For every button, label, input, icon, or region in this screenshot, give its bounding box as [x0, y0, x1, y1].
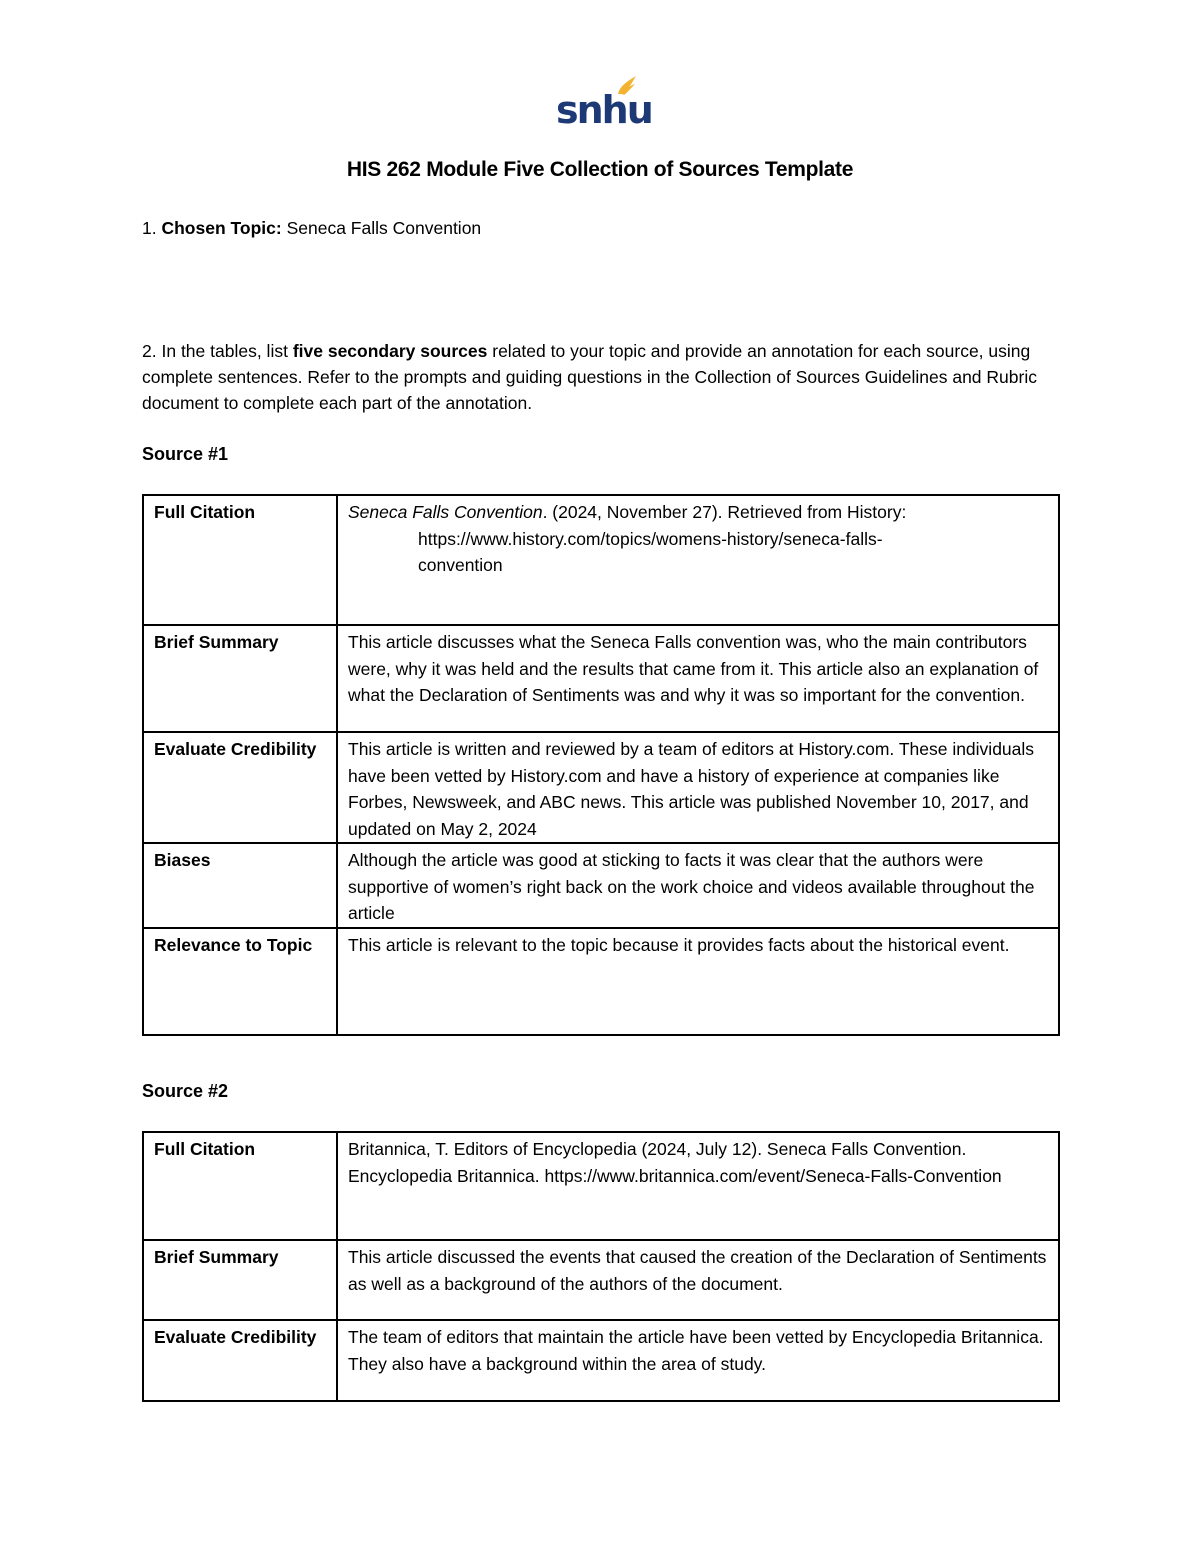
instructions-paragraph	[142, 338, 1042, 416]
citation-label: Full Citation	[143, 495, 337, 625]
citation-label: Full Citation	[143, 1132, 337, 1240]
topic-label: Chosen Topic:	[161, 218, 282, 238]
snhu-logo	[556, 74, 652, 134]
source-1-table	[142, 494, 1060, 1036]
biases-value: Although the article was good at sticking to facts it was clear that the authors were supportive of women’s right back on the work choice and videos available throughout the article	[337, 843, 1059, 928]
logo-text: snhu	[556, 88, 652, 132]
chosen-topic	[142, 215, 481, 241]
topic-number: 1.	[142, 218, 157, 238]
source-1-heading: Source #1	[142, 444, 229, 464]
summary-label: Brief Summary	[143, 1240, 337, 1320]
table-row	[143, 843, 1059, 928]
table-row	[143, 495, 1059, 625]
citation-url-line1: https://www.history.com/topics/womens-history/seneca-falls-	[418, 528, 883, 549]
citation-title: Seneca Falls Convention	[348, 502, 543, 522]
instructions-before: In the tables, list	[161, 341, 288, 361]
page-title: HIS 262 Module Five Collection of Sources Template	[346, 158, 854, 181]
relevance-label: Relevance to Topic	[143, 928, 337, 1035]
citation-value: Britannica, T. Editors of Encyclopedia (2024, July 12). Seneca Falls Convention. Encyclopedia Britannica. https://www.britannica.com/event/Seneca-Falls-Convention	[337, 1132, 1059, 1240]
table-row	[143, 1240, 1059, 1320]
table-row	[143, 928, 1059, 1035]
credibility-label: Evaluate Credibility	[143, 1320, 337, 1401]
summary-label: Brief Summary	[143, 625, 337, 732]
credibility-value: The team of editors that maintain the article have been vetted by Encyclopedia Britannica. They also have a background within the area of study.	[337, 1320, 1059, 1401]
source-2-table	[142, 1131, 1060, 1402]
summary-value: This article discusses what the Seneca Falls convention was, who the main contributors were, why it was held and the results that came from it. This article also an explanation of what the Declaration of Sentiments was and why it was so important for the convention.	[337, 625, 1059, 732]
credibility-label: Evaluate Credibility	[143, 732, 337, 843]
biases-label: Biases	[143, 843, 337, 928]
relevance-value: This article is relevant to the topic because it provides facts about the historical event.	[337, 928, 1059, 1035]
citation-url-line2: convention	[418, 555, 503, 575]
table-row	[143, 732, 1059, 843]
instructions-after: related to your topic and provide an annotation for each source, using complete sentences. Refer to the prompts and guiding questions in the Collection of Sources Guidelines and Rubric document to complete each part of the annotation.	[142, 341, 1037, 413]
table-row	[143, 625, 1059, 732]
instructions-bold: five secondary sources	[292, 341, 488, 361]
citation-rest: . (2024, November 27). Retrieved from History:	[542, 502, 907, 522]
summary-value: This article discussed the events that caused the creation of the Declaration of Sentiments as well as a background of the authors of the document.	[337, 1240, 1059, 1320]
topic-value: Seneca Falls Convention	[286, 218, 482, 238]
source-2-heading: Source #2	[142, 1081, 229, 1101]
instructions-number: 2.	[142, 341, 157, 361]
citation-value	[337, 495, 1059, 625]
table-row	[143, 1320, 1059, 1401]
credibility-value: This article is written and reviewed by a team of editors at History.com. These individuals have been vetted by History.com and have a history of experience at companies like Forbes, Newsweek, and ABC news. This article was published November 10, 2017, and updated on May 2, 2024	[337, 732, 1059, 843]
table-row	[143, 1132, 1059, 1240]
